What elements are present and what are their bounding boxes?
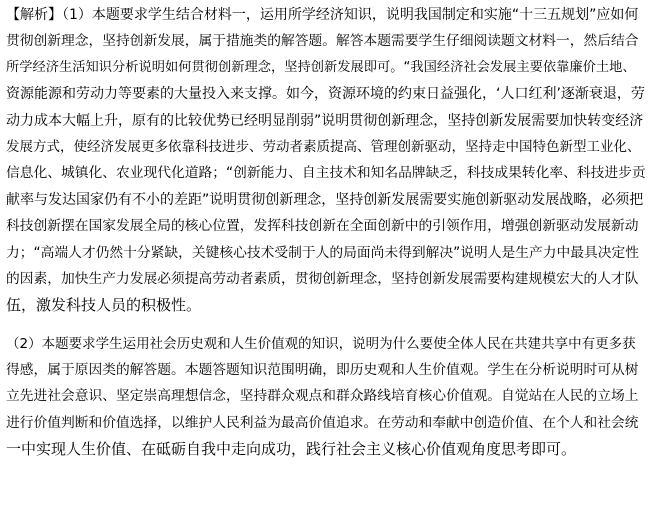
text-line: 立先进社会意识、坚定崇高理想信念，坚持群众观点和群众路线培育核心价值观。自觉站在人民的立场上 — [6, 388, 639, 405]
text-line: （2）本题要求学生运用社会历史观和人生价值观的知识，说明为什么要使全体人民在共建共享中有更多获 — [6, 335, 636, 352]
paragraph-gap — [6, 319, 646, 331]
analysis-paragraph-1 — [6, 2, 646, 319]
text-line: 【解析】（1）本题要求学生结合材料一，运用所学经济知识，说明我国制定和实施“十三五规划”应如何 — [6, 7, 639, 23]
text-line: 一中实现人生价值、在砥砺自我中走向成功，践行社会主义核心价值观角度思考即可。 — [6, 440, 577, 459]
text-line: 信息化、城镇化、农业现代化道路；“创新能力、自主技术和知名品牌缺乏，科技成果转化率、科技进步贡 — [6, 165, 646, 182]
text-line: 力；“高端人才仍然十分紧缺，关键核心技术受制于人的局面尚未得到解决”说明人是生产力中最具决定性 — [6, 244, 640, 261]
text-line: 动力成本大幅上升，原有的比较优势已经明显削弱”说明贯彻创新理念，坚持创新发展需要加快转变经济 — [6, 112, 644, 129]
text-line: 发展方式，使经济发展更多依靠科技进步、劳动者素质提高、管理创新驱动，坚持走中国特色新型工业化、 — [6, 138, 641, 155]
text-line: 贯彻创新理念，坚持创新发展，属于措施类的解答题。解答本题需要学生仔细阅读题文材料一，然后结合 — [6, 33, 639, 50]
text-line: 的因素，加快生产力发展必须提高劳动者素质，贯彻创新理念，坚持创新发展需要构建规模宏大的人才队 — [6, 270, 639, 287]
text-line: 献率与发达国家仍有不小的差距”说明贯彻创新理念，坚持创新发展需要实施创新驱动发展战略，必须把 — [6, 191, 644, 208]
text-line: 伍，激发科技人员的积极性。 — [6, 296, 202, 315]
text-line: 所学经济生活知识分析说明如何贯彻创新理念，坚持创新发展即可。“我国经济社会发展主要依靠廉价土地、 — [6, 59, 636, 75]
text-line: 资源能源和劳动力等要素的大量投入来支撑。如今，资源环境的约束日益强化，‘人口红利’逐渐衰退，劳 — [6, 86, 645, 103]
text-line: 进行价值判断和价值选择，以维护人民利益为最高价值追求。在劳动和奉献中创造价值、在个人和社会统 — [6, 414, 639, 431]
text-line: 得感，属于原因类的解答题。本题答题知识范围明确，即历史观和人生价值观。学生在分析说明时可从树 — [6, 362, 639, 379]
analysis-paragraph-2 — [6, 331, 646, 463]
text-line: 科技创新摆在国家发展全局的核心位置，发挥科技创新在全面创新中的引领作用，增强创新驱动发展新动 — [6, 218, 639, 235]
